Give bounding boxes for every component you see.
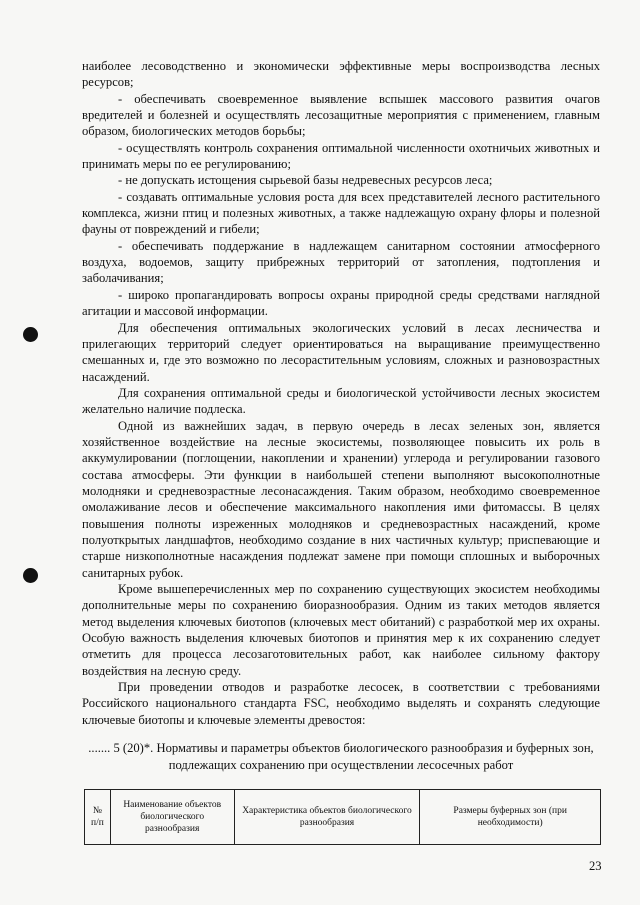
paragraph: При проведении отводов и разработке лесосек, в соответствии с требованиями Российского национального стандарта FSC, необходимо выделять и сохранять следующие ключевые биотопы и ключевые элементы древостоя: (82, 680, 600, 727)
paragraph: Кроме вышеперечисленных мер по сохранению существующих экосистем необходимы дополнительные меры по сохранению биоразнообразия. Одним из таких методов является метод выделения ключевых биотопов (ключевых мест обитаний) с разработкой мер их охраны. Особую важность выделения ключевых биотопов и принятия мер к их сохранению следует отметить для процесса лесозаготовительных работ, как наиболее сильному фактору воздействия на лесную среду. (82, 582, 600, 678)
table-caption: ....... 5 (20)*. Нормативы и параметры объектов биологического разнообразия и буферных зон, подлежащих сохранению при осуществлении лесосечных работ (88, 741, 594, 772)
binder-hole-top (23, 327, 38, 342)
paragraph: Для обеспечения оптимальных экологических условий в лесах лесничества и прилегающих территорий следует ориентироваться на выращивание преимущественно смешанных и, где это возможно по лесорастительным условиям, сложных и разновозрастных насаждений. (82, 320, 600, 384)
body-text (82, 58, 600, 728)
column-header-name: Наименование объектов биологического разнообразия (110, 790, 234, 845)
column-header-number: № п/п (85, 790, 111, 845)
page-number: 23 (589, 859, 602, 873)
paragraph: Для сохранения оптимальной среды и биологической устойчивости лесных экосистем желательно наличие подлеска. (82, 385, 600, 417)
list-item: - не допускать истощения сырьевой базы недревесных ресурсов леса; (118, 173, 493, 188)
list-item: - осуществлять контроль сохранения оптимальной численности охотничьих животных и принимать меры по ее регулированию; (82, 140, 600, 172)
column-header-characteristics: Характеристика объектов биологического разнообразия (234, 790, 420, 845)
biodiversity-table (84, 789, 601, 845)
table-header-row (85, 790, 601, 845)
column-header-buffer-size: Размеры буферных зон (при необходимости) (420, 790, 601, 845)
list-item: - широко пропагандировать вопросы охраны природной среды средствами наглядной агитации и массовой информации. (82, 287, 600, 319)
binder-hole-bottom (23, 568, 38, 583)
paragraph: наиболее лесоводственно и экономически эффективные меры воспроизводства лесных ресурсов; (82, 59, 600, 90)
list-item: - создавать оптимальные условия роста для всех представителей лесного растительного комплекса, жизни птиц и полезных животных, а также надлежащую охрану флоры и полезной фауны от повреждений и гибели; (82, 189, 600, 237)
list-item: - обеспечивать поддержание в надлежащем санитарном состоянии атмосферного воздуха, водоемов, защиту прибрежных территорий от затопления, подтопления и заболачивания; (82, 238, 600, 286)
list-item: - обеспечивать своевременное выявление вспышек массового развития очагов вредителей и болезней и осуществлять лесозащитные мероприятия с применением, главным образом, биологических методов борьбы; (82, 91, 600, 139)
paragraph: Одной из важнейших задач, в первую очередь в лесах зеленых зон, является хозяйственное воздействие на лесные экосистемы, позволяющее повысить их роль в аккумулировании (поглощении, накоплении и хранении) углерода и регулировании газового состава атмосферы. Эти функции в наибольшей степени выполняют высокополнотные молодняки и средневозрастные лесонасаждения. Таким образом, необходимо своевременное омолаживание лесов и обеспечение максимального накопления ими фитомассы. В целях повышения полноты изреженных молодняков и средневозрастных насаждений, кроме полуоткрытых ландшафтов, необходимо создание в них частичных культур; приспевающие и старше низкополнотные насаждения подлежат замене при помощи сплошных и выборочных санитарных рубок. (82, 418, 600, 580)
